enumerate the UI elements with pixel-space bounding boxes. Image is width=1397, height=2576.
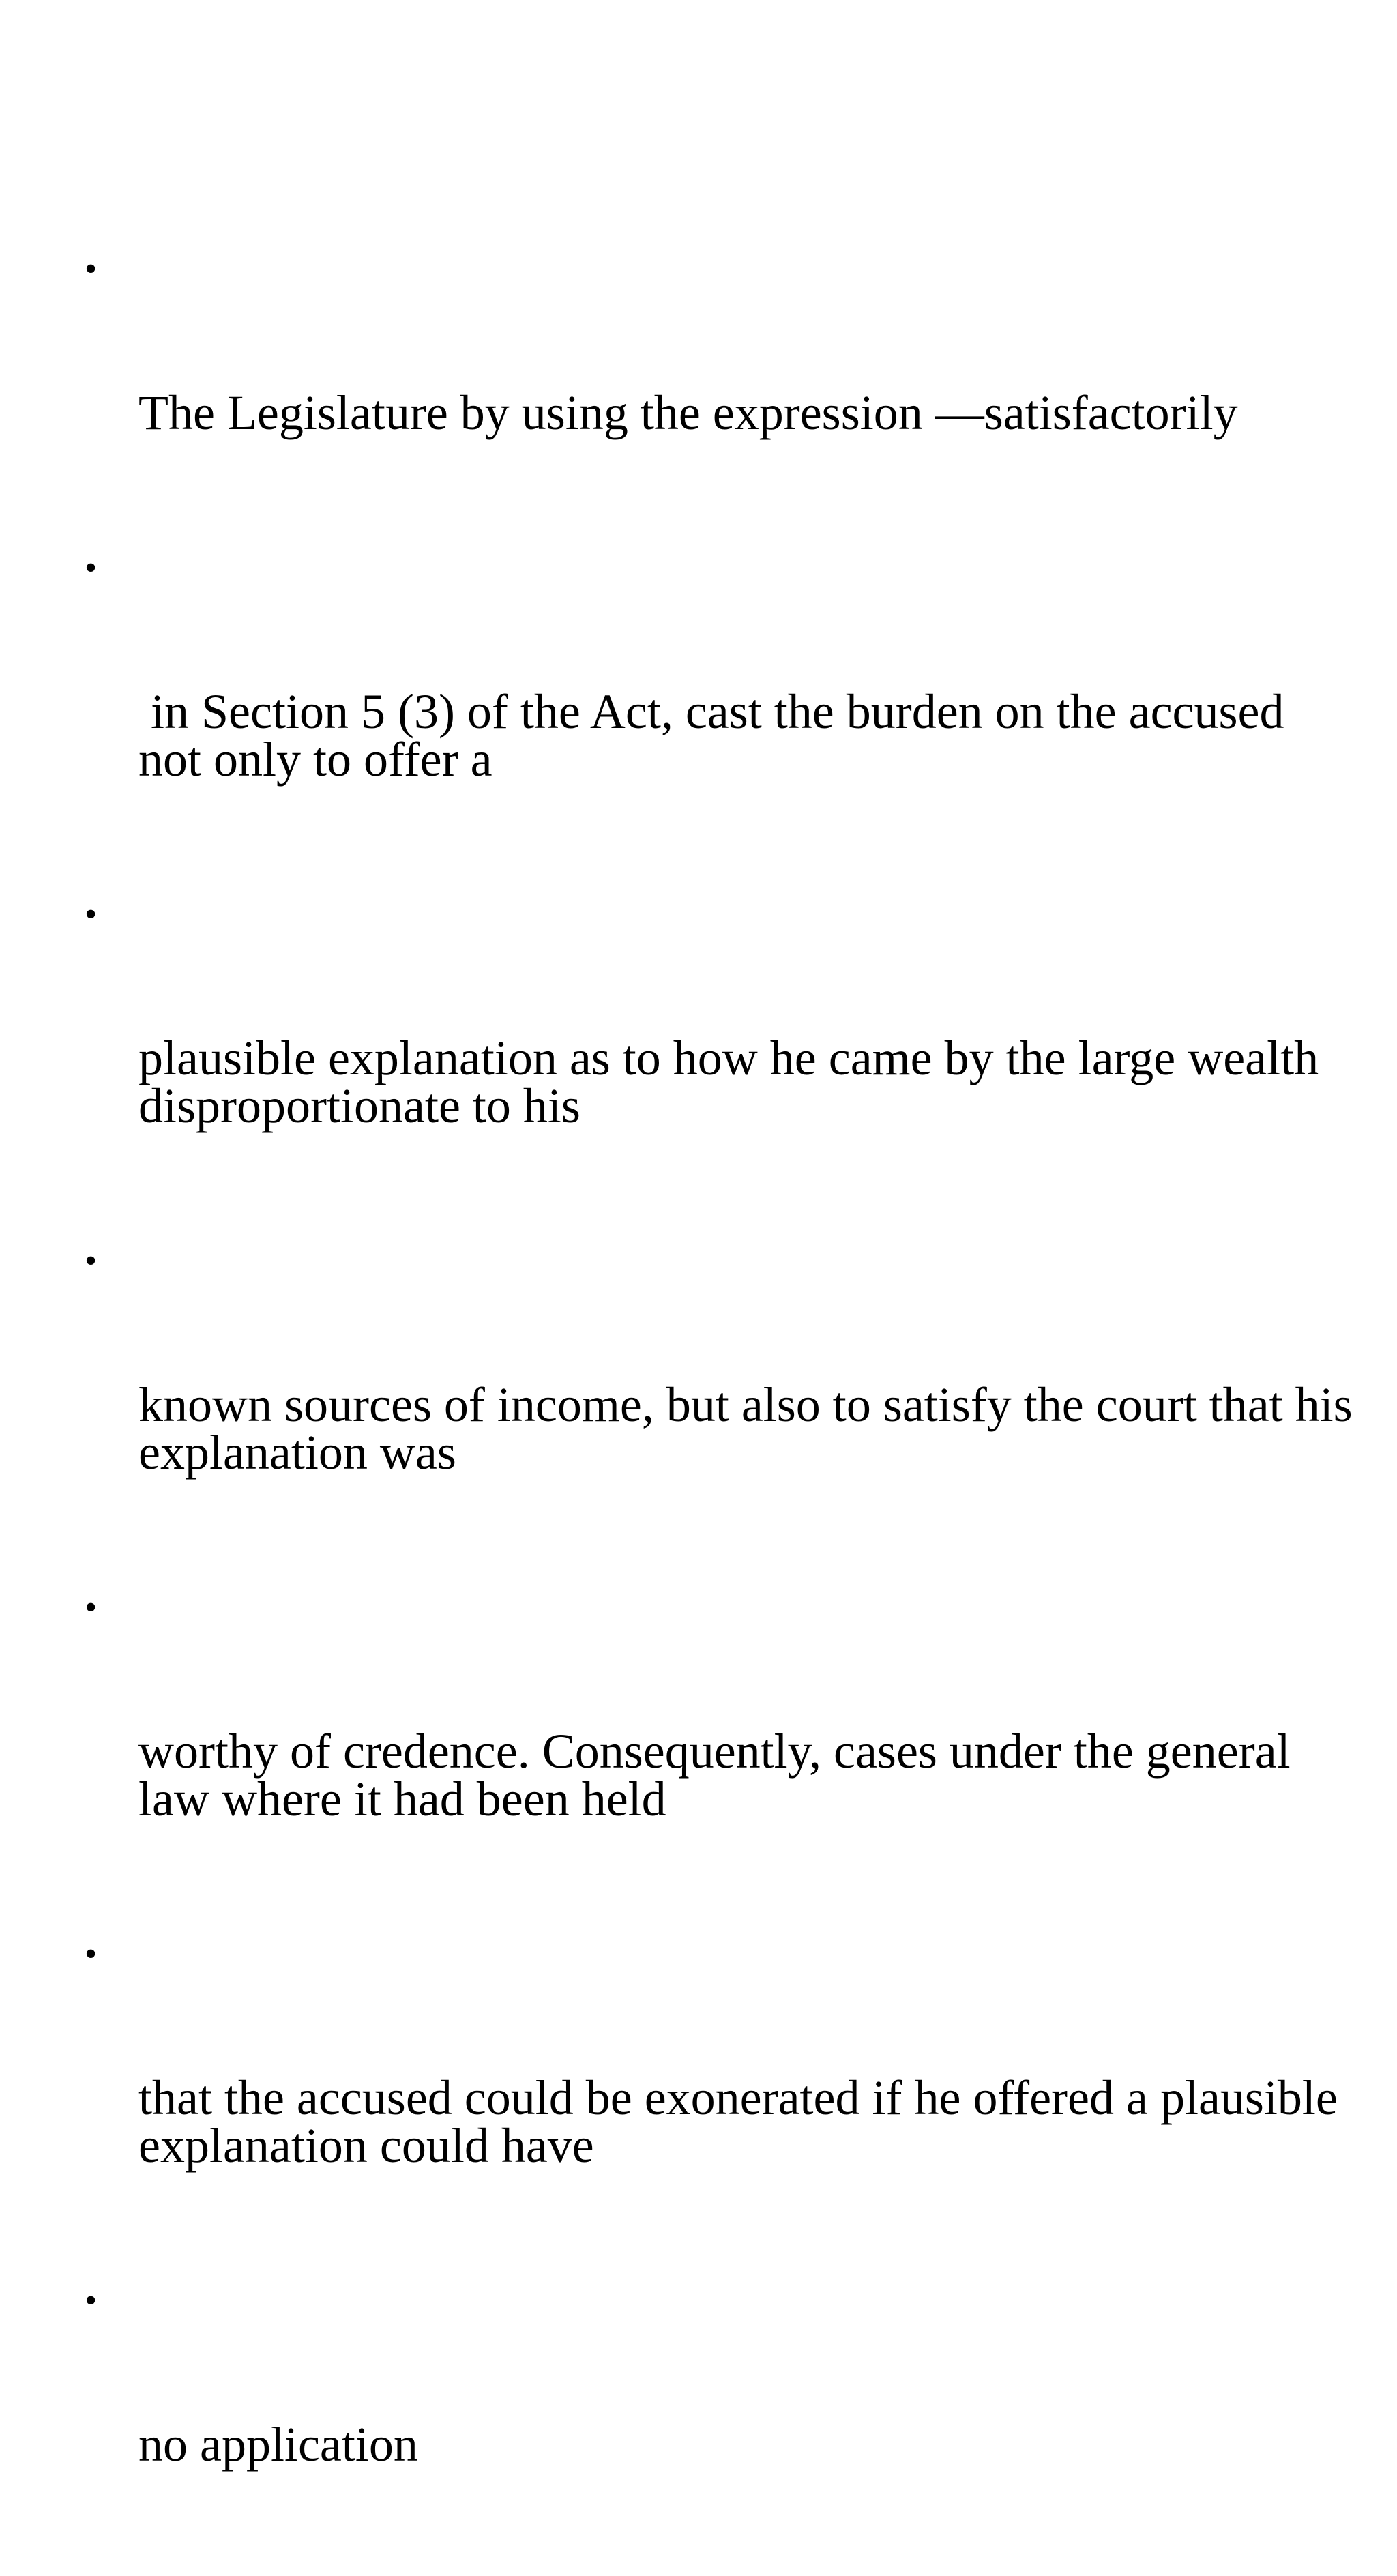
bullet-icon: •: [85, 1935, 98, 1974]
bullet-item-5: [80, 1584, 1356, 1918]
bullet-text: known sources of income, but also to satisfy the court that his explanation was: [138, 1377, 1365, 1480]
bullet-item-7: [80, 2277, 1356, 2564]
bullet-icon: •: [85, 2281, 98, 2320]
bullet-text: plausible explanation as to how he came by the large wealth disproportionate to his: [138, 1031, 1332, 1133]
bullet-text: that the accused could be exonerated if he offered a plausible explanation could have: [138, 2070, 1350, 2173]
bullet-text: in Section 5 (3) of the Act, cast the burden on the accused not only to offer a: [138, 684, 1297, 787]
bullet-item-1: [80, 246, 1356, 532]
bullet-icon: •: [85, 1588, 98, 1627]
bullet-item-6: [80, 1931, 1356, 2265]
bullet-text: The Legislature by using the expression ―satisfactorily: [138, 385, 1238, 440]
bullet-item-4: [80, 1238, 1365, 1572]
bullet-list: [80, 246, 1365, 2576]
bullet-text: no application: [138, 2417, 418, 2472]
bullet-text: worthy of credence. Consequently, cases under the general law where it had been held: [138, 1724, 1303, 1826]
bullet-icon: •: [85, 250, 98, 289]
bullet-icon: •: [85, 548, 98, 587]
bullet-item-2: [80, 544, 1356, 879]
bullet-icon: •: [85, 895, 98, 934]
bullet-item-3: [80, 891, 1356, 1225]
bullet-icon: •: [85, 1242, 98, 1280]
